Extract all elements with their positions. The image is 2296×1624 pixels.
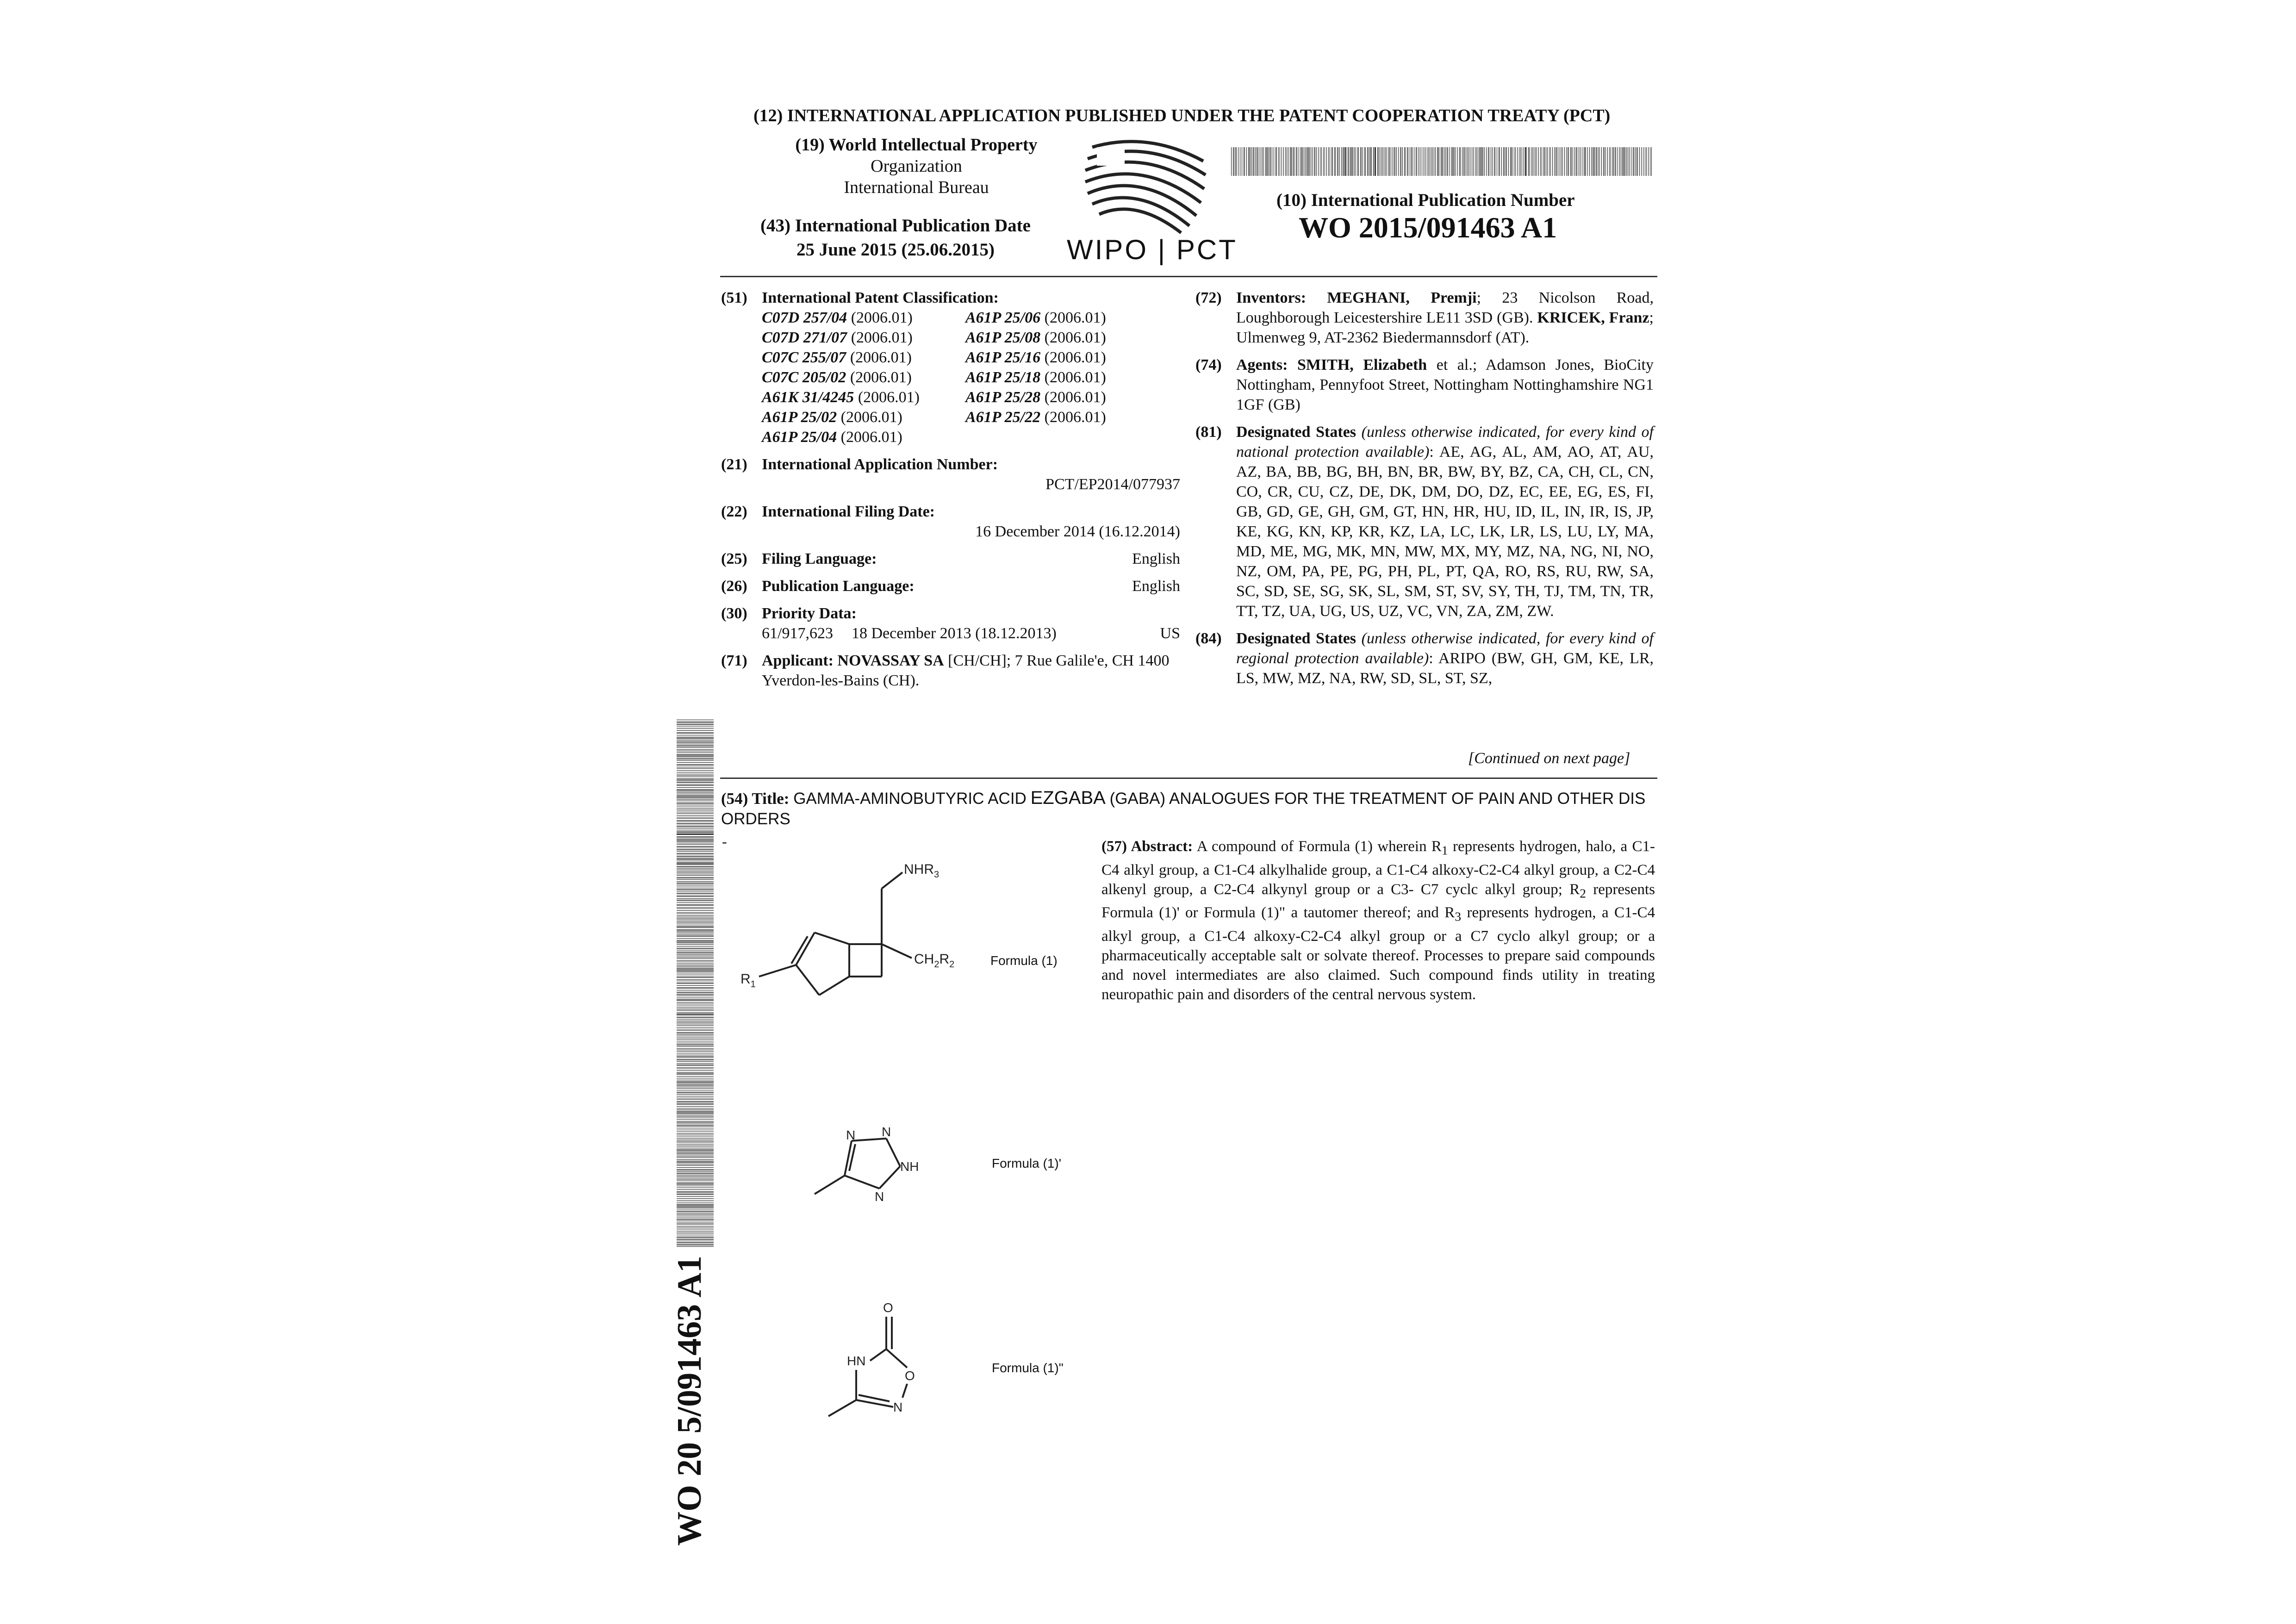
ipc-code-entry [762,387,965,407]
ipc-version: (2006.01) [1040,309,1106,326]
formula-1-double-prime-structure [819,1296,940,1425]
inventors-label: Inventors: [1236,289,1307,306]
designated-states-note: (unless otherwise indicated, for every kind of national protection available) [1236,423,1654,460]
priority-data-row [762,623,1180,643]
publication-date-block [747,214,1044,262]
ipc-codes [762,308,1180,447]
ipc-code-entry [965,308,1169,328]
ipc-version: (2006.01) [837,429,902,446]
section-number: (81) [1195,423,1222,441]
ipc-version: (2006.01) [854,389,920,406]
designated-states-note: (unless otherwise indicated, for every kind of regional protection available) [1236,630,1654,667]
ipc-version: (2006.01) [1040,389,1106,406]
title-number: (54) Title: [721,790,790,808]
abstract-text: represents hydrogen, a C1-C4 alkyl group, a C1-C4 alkoxy-C2-C4 alkyl group or a C7 cyclo alkyl group; or a pharmaceutically acceptable salt or solvate thereof. Processes to prepare said compounds and novel intermediates are also claimed. Such compound finds utility in treating neuropathic pain and disorders of the central nervous system. [1101,904,1655,1003]
ipc-code-entry [762,367,965,387]
f1-nhr3-text: $NHR_3$ [904,862,940,880]
ipc-code-entry [762,308,965,328]
header-rule [720,276,1657,277]
applicant-section [721,651,1180,691]
ipc-code-entry [965,367,1169,387]
f2-n2: N [882,1125,891,1139]
f1-r1-text: $R_1$ [740,971,756,989]
application-number-label: International Application Number: [762,456,998,473]
ipc-code: C07C 205/02 [762,369,846,386]
subscript: 1 [1441,843,1448,858]
designated-states-list: : ARIPO (BW, GH, GM, KE, LR, LS, MW, MZ, NA, RW, SD, SL, ST, SZ, [1236,650,1654,687]
title-text-b: EZGABA [1030,788,1106,808]
ipc-section [721,288,1180,447]
ipc-code-entry [965,407,1169,427]
bibliographic-left-column [721,288,1180,698]
ipc-code-entry [762,328,965,348]
ipc-code: A61P 25/22 [965,409,1041,426]
f2-n1: N [846,1128,856,1142]
ipc-code-entry [965,427,1169,447]
ipc-version: (2006.01) [1040,369,1106,386]
title-text-a: GAMMA-AMINOBUTYRIC ACID [793,790,1027,808]
publication-date-label: (43) International Publication Date [760,216,1031,236]
org-line-1: (19) World Intellectual Property [795,135,1038,155]
inventor-2-name: KRICEK, Franz [1537,309,1649,326]
title-text-c: (GABA) ANALOGUES FOR THE TREATMENT OF PAIN AND OTHER DIS [1109,790,1646,808]
ipc-code: A61P 25/02 [762,409,837,426]
org-line-2: Organization [871,156,962,176]
ipc-version: (2006.01) [847,329,913,346]
ipc-code: A61P 25/18 [965,369,1041,386]
wipo-organization [754,134,1078,198]
ipc-code: A61P 25/28 [965,389,1041,406]
formula-1-double-prime-label: Formula (1)" [992,1361,1064,1375]
publication-number-label: (10) International Publication Number [1276,190,1575,210]
ipc-label: International Patent Classification: [762,289,999,306]
ipc-version: (2006.01) [846,369,912,386]
ipc-code: A61P 25/16 [965,349,1041,366]
bibliographic-right-column [1195,288,1654,696]
designated-states-label: Designated States [1236,630,1356,647]
inventor-2-address: ; Ulmenweg 9, AT-2362 Biedermannsdorf (AT). [1236,309,1654,346]
ipc-code-entry [762,427,965,447]
ipc-version: (2006.01) [1040,349,1106,366]
section-number: (30) [721,605,747,622]
designated-states-label: Designated States [1236,423,1356,441]
section-number: (51) [721,289,747,306]
ipc-code-entry [965,387,1169,407]
ipc-version: (2006.01) [1040,329,1106,346]
f3-n: N [893,1400,903,1414]
barcode-top [1231,147,1652,176]
priority-data-section [721,604,1180,643]
subscript: 3 [1455,909,1462,924]
application-number-section [721,454,1180,494]
filing-date-label: International Filing Date: [762,503,935,520]
f3-hn: HN [847,1354,866,1368]
ipc-code: C07C 255/07 [762,349,846,366]
formula-1-label: Formula (1) [990,953,1058,968]
section-number: (26) [721,578,747,595]
abstract-text: A compound of Formula (1) wherein R [1193,838,1442,855]
inventor-1-address: ; 23 Nicolson Road, Loughborough Leicestershire LE11 3SD (GB). [1236,289,1654,326]
publication-number: WO 2015/091463 A1 [1299,211,1557,244]
section-number: (74) [1195,356,1222,373]
ipc-version: (2006.01) [1040,409,1106,426]
inventor-1-name: MEGHANI, Premji [1327,289,1477,306]
applicant-label: Applicant: [762,652,834,669]
abstract-text: represents Formula (1)' or Formula (1)" a tautomer thereof; and R [1101,881,1655,921]
title-rule [720,778,1657,779]
f3-o-ring: O [905,1369,915,1383]
f3-o-top: O [883,1300,893,1315]
f1-ch2r2-text: $CH_2R_2$ [914,952,955,970]
application-number-value: PCT/EP2014/077937 [1045,476,1180,493]
title-text-d: ORDERS [721,810,790,828]
section-number: (25) [721,550,747,567]
priority-data-label: Priority Data: [762,605,857,622]
abstract-label: (57) Abstract: [1101,838,1193,855]
agents-section [1195,355,1654,415]
priority-number: 61/917,623 [762,625,833,642]
agent-address: et al.; Adamson Jones, BioCity Nottingham, Pennyfoot Street, Nottingham Nottinghamshire NG1 1GF (GB) [1236,356,1654,413]
subscript: 2 [1580,886,1586,901]
side-publication-number: WO 20 5/091463 A1 [671,1256,709,1546]
ipc-code: C07D 257/04 [762,309,847,326]
barcode-side [677,720,714,1247]
ipc-code-entry [762,348,965,367]
priority-date: 18 December 2013 (18.12.2013) [851,625,1057,642]
agent-name: SMITH, Elizabeth [1297,356,1427,373]
dash-marker: - [722,833,727,850]
applicant-name: NOVASSAY SA [837,652,944,669]
publication-date-value: 25 June 2015 (25.06.2015) [796,240,995,260]
abstract-text: represents hydrogen, halo, a C1-C4 alkyl group, a C1-C4 alkylhalide group, a C1-C4 alkoxy-C2-C4 alkyl group, a C2-C4 alkenyl group, a C2-C4 alkynyl group or a C3- C7 cyclc alkyl group; R [1101,838,1655,898]
publication-language-value: English [1132,578,1180,595]
inventors-section [1195,288,1654,348]
ipc-version: (2006.01) [837,409,902,426]
filing-language-value: English [1132,550,1180,567]
section-number: (71) [721,652,747,669]
org-line-3: International Bureau [844,178,989,197]
filing-language-label: Filing Language: [762,550,877,567]
ipc-code: C07D 271/07 [762,329,847,346]
ipc-version: (2006.01) [847,309,913,326]
publication-language-section [721,576,1180,596]
designated-states-national-section [1195,422,1654,621]
continued-on-next-page: [Continued on next page] [1468,750,1630,767]
section-number: (22) [721,503,747,520]
title-section [721,788,1739,829]
formula-1-prime-label: Formula (1)' [992,1156,1062,1170]
publication-language-label: Publication Language: [762,578,915,595]
section-number: (84) [1195,630,1222,647]
wipo-pct-logo-text: WIPO | PCT [1067,234,1238,265]
formula-1-structure [731,842,990,1046]
ipc-version: (2006.01) [846,349,912,366]
designated-states-regional-section [1195,628,1654,688]
ipc-code-entry [965,328,1169,348]
document-header-title: (12) INTERNATIONAL APPLICATION PUBLISHED UNDER THE PATENT COOPERATION TREATY (PCT) [753,106,1611,125]
designated-states-list: : AE, AG, AL, AM, AO, AT, AU, AZ, BA, BB, BG, BH, BN, BR, BW, BY, BZ, CA, CH, CL, CN, CO, CR, CU, CZ, DE, DK, DM, DO, DZ, EC, EE, EG, ES, FI, GB, GD, GE, GH, GM, GT, HN, HR, HU, ID, IL, IN, IR, IS, JP, KE, KG, KN, KP, KR, KZ, LA, LC, LK, LR, LS, LU, LY, MA, MD, ME, MG, MK, MN, MW, MX, MY, MZ, NA, NG, NI, NO, NZ, OM, PA, PE, PG, PH, PL, PT, QA, RO, RS, RU, RW, SA, SC, SD, SE, SG, SK, SL, SM, ST, SV, SY, TH, TJ, TM, TN, TR, TT, TZ, UA, UG, US, UZ, VC, VN, ZA, ZM, ZW. [1236,443,1654,620]
section-number: (72) [1195,289,1222,306]
f2-n3: N [875,1189,884,1204]
formula-1-prime-structure [805,1111,944,1213]
filing-date-section [721,502,1180,541]
ipc-code: A61P 25/06 [965,309,1041,326]
section-number: (21) [721,456,747,473]
applicant-address: [CH/CH]; 7 Rue Galile'e, CH 1400 Yverdon-les-Bains (CH). [762,652,1170,689]
f2-nh: NH [900,1159,919,1174]
filing-date-value: 16 December 2014 (16.12.2014) [975,523,1180,540]
agents-label: Agents: [1236,356,1288,373]
priority-country: US [1160,625,1180,642]
ipc-code: A61K 31/4245 [762,389,854,406]
abstract-section [1101,837,1655,1004]
ipc-code: A61P 25/08 [965,329,1041,346]
ipc-code-entry [965,348,1169,367]
ipc-code: A61P 25/04 [762,429,837,446]
ipc-code-entry [762,407,965,427]
filing-language-section [721,549,1180,569]
